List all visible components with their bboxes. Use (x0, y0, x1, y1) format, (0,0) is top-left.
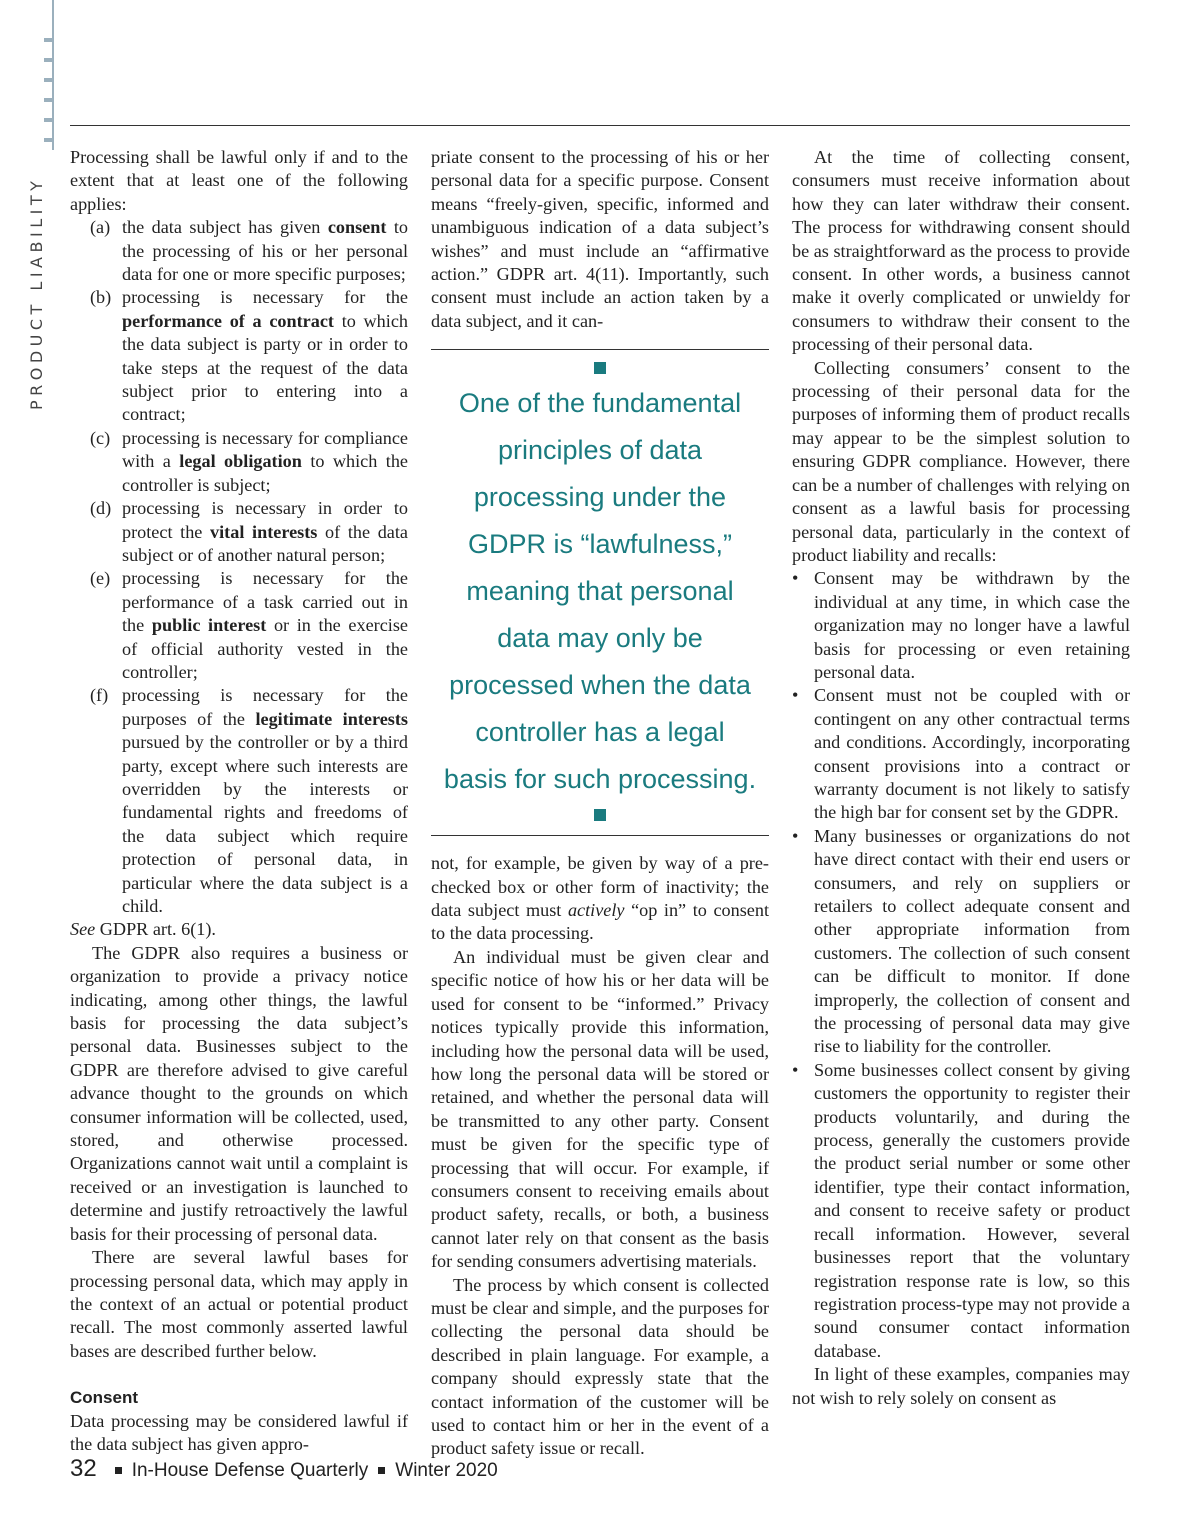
list-item: (d) processing is necessary in order to protect the vital interests of the data subject or of another natural person; (90, 498, 408, 565)
challenges-list (792, 567, 1130, 1363)
list-item: (f) processing is necessary for the purposes of the legitimate interests pursued by the controller or by a third party, except where such interests are overridden by the interests or fundamental rights and freedoms of the data subject which require protection of personal data, in particular where the data subject is a child. (90, 685, 408, 916)
publication-name: In-House Defense Quarterly (131, 1460, 369, 1481)
list-item: • Consent may be withdrawn by the individual at any time, in which case the organization may no longer have a lawful basis for processing or even retaining personal data. (792, 567, 1130, 684)
bullet-icon: • (792, 685, 799, 706)
page-footer (70, 1455, 498, 1483)
column-1 (70, 146, 408, 1456)
list-item: • Consent must not be coupled with or contingent on any other contractual terms and conditions. Accordingly, incorporating consent provisions into a contract or warranty document is not likely to satisfy the high bar for consent set by the GDPR. (792, 684, 1130, 824)
bullet-icon: • (792, 568, 799, 589)
body-paragraph: An individual must be given clear and specific notice of how his or her data will be used for consent to be “informed.” Privacy notices typically provide this information, including how the personal data will be used, how long the personal data will be stored or retained, and whether the personal data will be transmitted to any other party. Consent must be given for the specific type of processing that will occur. For example, if consumers consent to receiving emails about product safety, recalls, or both, a business cannot later rely on that consent as the basis for sending consumers advertising materials. (431, 946, 769, 1272)
body-paragraph: There are several lawful bases for processing personal data, which may apply in the context of an actual or potential product recall. The most commonly asserted lawful bases are described further below. (70, 1247, 408, 1361)
pull-quote (431, 349, 769, 836)
section-label: PRODUCT LIABILITY (27, 176, 46, 410)
see-reference: See GDPR art. 6(1). (70, 919, 216, 940)
square-bullet-icon (594, 809, 606, 821)
body-paragraph: The GDPR also requires a business or organization to provide a privacy notice indicating, among other things, the lawful basis for processing the data subject’s personal data. Businesses subject to the GDPR are therefore advised to give careful advance thought to the grounds on which consumer information will be collected, used, stored, and otherwise processed. Organizations cannot wait until a complaint is received or an investigation is launched to determine and justify retroactively the lawful basis for their processing of personal data. (70, 942, 408, 1244)
column-3 (792, 146, 1130, 1410)
list-item: (a) the data subject has given consent to the processing of his or her personal data for one or more specific purposes; (90, 217, 408, 285)
issue-date: Winter 2020 (395, 1460, 498, 1481)
lawful-bases-list (70, 216, 408, 918)
body-paragraph: Data processing may be considered lawful if the data subject has given appro- (70, 1410, 408, 1454)
intro-paragraph: Processing shall be lawful only if and to the extent that at least one of the following applies: (70, 147, 408, 214)
body-paragraph: In light of these examples, companies may not wish to rely solely on consent as (792, 1364, 1130, 1408)
side-rail-decoration (44, 0, 54, 160)
list-item: • Some businesses collect consent by giving customers the opportunity to register their products voluntarily, and during the process, generally the customers provide the product serial number or some other identifier, type their contact information, and consent to receive safety or product recall information. However, several businesses report that the voluntary registration response rate is low, so this registration process-type may not provide a sound consumer contact information database. (792, 1059, 1130, 1363)
bullet-icon: • (792, 1059, 799, 1080)
body-paragraph: Collecting consumers’ consent to the processing of their personal data for the purposes of informing them of product recalls may appear to be the simplest solution to ensuring GDPR compliance. However, there can be a number of challenges with relying on consent as a lawful basis for processing personal data, particularly in the context of product liability and recalls: (792, 357, 1130, 565)
body-paragraph: The process by which consent is collected must be clear and simple, and the purposes for collecting the personal data should be described in plain language. For example, a company should expressly state that the contact information of the customer will be used to contact him or her in the event of a product safety issue or recall. (431, 1274, 769, 1459)
bullet-icon: • (792, 825, 799, 846)
list-item: (c) processing is necessary for compliance with a legal obligation to which the controller is subject; (90, 427, 408, 495)
body-paragraph: not, for example, be given by way of a pre-checked box or other form of inactivity; the data subject must actively “op in” to consent to the data processing. (431, 853, 769, 944)
square-separator-icon (115, 1467, 122, 1474)
square-separator-icon (378, 1467, 385, 1474)
page-number: 32 (70, 1455, 97, 1482)
body-paragraph: At the time of collecting consent, consumers must receive information about how they can later withdraw their consent. The process for withdrawing consent should be as straightforward as the process to provide consent. In other words, a business cannot make it overly complicated or unwieldy for consumers to withdraw their consent to the processing of their personal data. (792, 147, 1130, 355)
list-item: (b) processing is necessary for the performance of a contract to which the data subject is party or in order to take steps at the request of the data subject prior to entering into a contract; (90, 287, 408, 425)
column-2 (431, 146, 769, 1461)
subheading-consent: Consent (70, 1388, 138, 1408)
top-rule (70, 125, 1130, 126)
list-item: (e) processing is necessary for the performance of a task carried out in the public interest or in the exercise of official authority vested in the controller; (90, 568, 408, 682)
square-bullet-icon (594, 362, 606, 374)
pull-quote-text: One of the fundamental principles of data processing under the GDPR is “lawfulness,” meaning that personal data may only be processed when the data controller has a legal basis for such processing. (443, 388, 757, 795)
list-item: • Many businesses or organizations do not have direct contact with their end users or consumers, and rely on suppliers or retailers to collect adequate consent and other appropriate information from customers. The collection of such consent can be difficult to monitor. If done improperly, the collection of consent and the processing of personal data may give rise to liability for the controller. (792, 825, 1130, 1059)
body-paragraph: priate consent to the processing of his or her personal data for a specific purpose. Consent means “freely-given, specific, informed and unambiguous indication of a data subject’s wishes” and must include an “affirmative action.” GDPR art. 4(11). Importantly, such consent must include an action taken by a data subject, and it can- (431, 147, 769, 331)
